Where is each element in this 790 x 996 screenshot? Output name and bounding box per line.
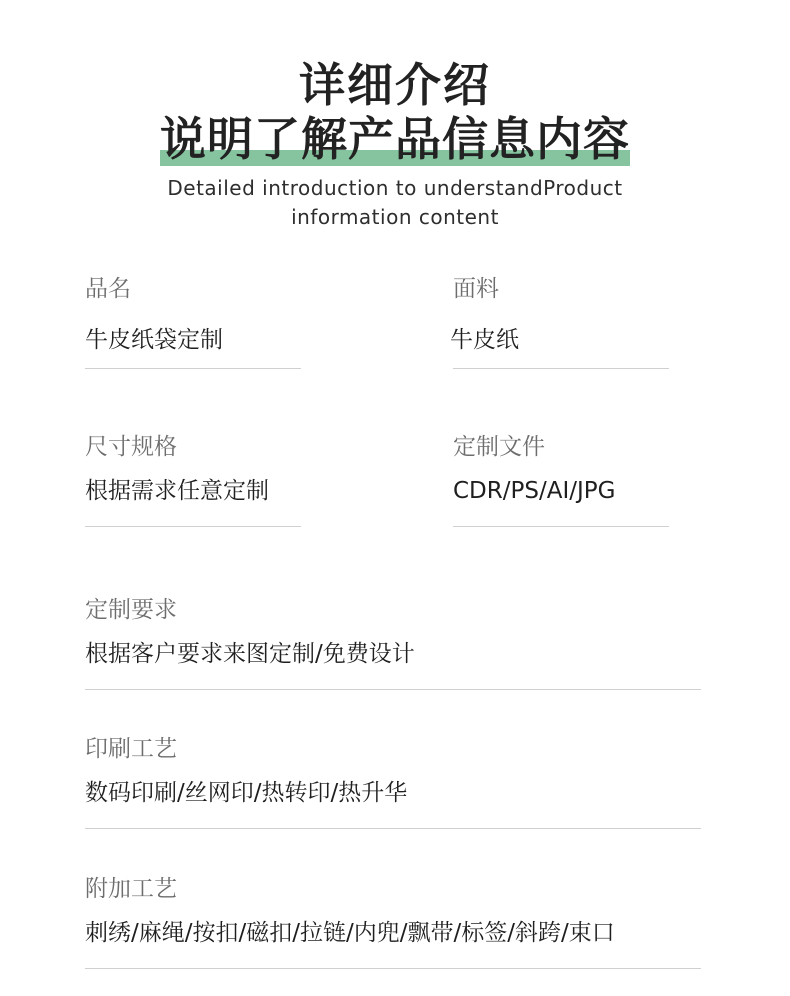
english-subtitle-line-2: information content bbox=[291, 205, 499, 229]
printing-value: 数码印刷/丝网印/热转印/热升华 bbox=[85, 780, 408, 806]
english-subtitle bbox=[0, 174, 790, 232]
custom-requirements-label: 定制要求 bbox=[85, 597, 177, 623]
material-value: 牛皮纸 bbox=[450, 327, 519, 353]
custom-files-label: 定制文件 bbox=[453, 434, 545, 460]
page-subtitle-inner bbox=[160, 112, 630, 166]
material-divider bbox=[453, 368, 669, 369]
custom-files-value: CDR/PS/AI/JPG bbox=[453, 478, 616, 504]
printing-divider bbox=[85, 828, 701, 829]
product-name-value: 牛皮纸袋定制 bbox=[85, 327, 223, 353]
page-subtitle: 说明了解产品信息内容 bbox=[160, 112, 630, 166]
material-label: 面料 bbox=[453, 276, 499, 302]
page-title: 详细介绍 bbox=[299, 58, 491, 112]
page-subtitle-block bbox=[0, 112, 790, 166]
additional-label: 附加工艺 bbox=[85, 876, 177, 902]
printing-label: 印刷工艺 bbox=[85, 736, 177, 762]
size-label: 尺寸规格 bbox=[85, 434, 177, 460]
product-name-label: 品名 bbox=[85, 276, 131, 302]
size-divider bbox=[85, 526, 301, 527]
size-value: 根据需求任意定制 bbox=[85, 478, 269, 504]
custom-requirements-value: 根据客户要求来图定制/免费设计 bbox=[85, 641, 415, 667]
additional-divider bbox=[85, 968, 701, 969]
additional-value: 刺绣/麻绳/按扣/磁扣/拉链/内兜/飘带/标签/斜跨/束口 bbox=[85, 920, 615, 946]
custom-requirements-divider bbox=[85, 689, 701, 690]
english-subtitle-line-1: Detailed introduction to understandProduct bbox=[167, 176, 623, 200]
product-name-divider bbox=[85, 368, 301, 369]
custom-files-divider bbox=[453, 526, 669, 527]
